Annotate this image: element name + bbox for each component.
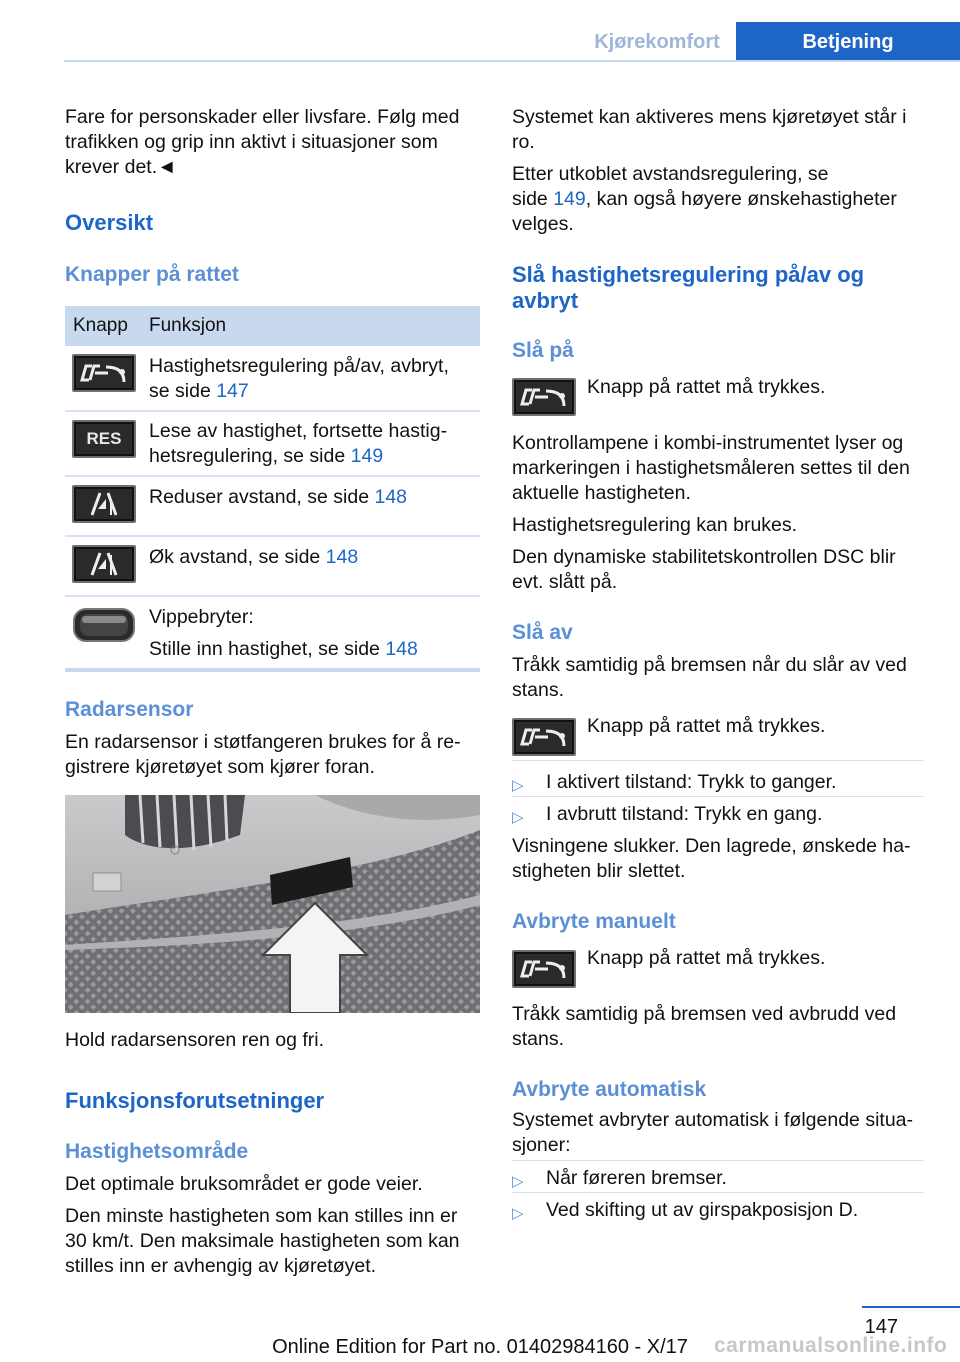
kan-brukes-text: Hastighetsregulering kan brukes.: [512, 514, 798, 536]
warning-line-2: trafikken og grip inn aktivt i situasjoner som: [65, 131, 438, 153]
trakk2-line-2: stans.: [512, 1028, 565, 1050]
visning-line-1: Visningene slukker. Den lagrede, ønskede ha-: [512, 835, 911, 857]
list-divider: [512, 1160, 924, 1161]
table-header: [65, 306, 480, 346]
increase-distance-icon: [72, 545, 136, 583]
cruise-control-icon: [512, 950, 576, 988]
heading-avbryte-automatisk: Avbryte automatisk: [512, 1078, 707, 1101]
warning-line-1: Fare for personskader eller livsfare. Følg med: [65, 106, 460, 128]
list-item: ▷ I avbrutt tilstand: Trykk en gang.: [512, 802, 924, 828]
list-divider: [512, 796, 924, 797]
col-function-header: Funksjon: [149, 315, 227, 336]
trakk-line-1: Tråkk samtidig på bremsen når du slår av ved: [512, 654, 907, 676]
warning-line-3: krever det.◄: [65, 156, 177, 178]
header-rule: [64, 60, 960, 62]
press-text: Knapp på rattet må trykkes.: [587, 376, 826, 398]
trakk2-line-1: Tråkk samtidig på bremsen ved avbrudd ved: [512, 1003, 897, 1025]
header-section: Kjørekomfort: [594, 30, 720, 53]
page-link[interactable]: 149: [350, 445, 384, 467]
row1-line1: Hastighetsregulering på/av, avbryt,: [149, 355, 449, 377]
heading-sla-pa: Slå på: [512, 339, 574, 362]
visning-line-2: stigheten blir slettet.: [512, 860, 686, 882]
aktiveres-line-1: Systemet kan aktiveres mens kjøretøyet står i: [512, 106, 907, 128]
etter-line-3: velges.: [512, 213, 574, 235]
heading-funksjonsforutsetninger: Funksjonsforutsetninger: [65, 1088, 325, 1113]
page-number: 147: [864, 1316, 898, 1338]
radar-line-1: En radarsensor i støtfangeren brukes for å re-: [65, 731, 461, 753]
list-item: ▷ I aktivert tilstand: Trykk to ganger.: [512, 770, 924, 796]
heading-oversikt: Oversikt: [65, 210, 154, 235]
page-number-rule: [862, 1306, 960, 1308]
col-button-header: Knapp: [73, 315, 128, 336]
triangle-bullet-icon: ▷: [512, 1205, 524, 1222]
list-item: ▷ Ved skifting ut av girspakposisjon D.: [512, 1198, 924, 1224]
photo-caption: Hold radarsensoren ren og fri.: [65, 1029, 325, 1051]
kontroll-line-2: markeringen i hastighetsmåleren settes til den: [512, 457, 910, 479]
etter-line-1: Etter utkoblet avstandsregulering, se: [512, 163, 829, 185]
heading-avbryte-manuelt: Avbryte manuelt: [512, 910, 676, 933]
heading-sla-av: Slå av: [512, 621, 573, 644]
row-divider: [65, 595, 480, 597]
list-divider: [512, 1192, 924, 1193]
res-icon: RES: [72, 420, 136, 458]
triangle-bullet-icon: ▷: [512, 1173, 524, 1190]
list-item: ▷ Når føreren bremser.: [512, 1166, 924, 1192]
dsc-line-2: evt. slått på.: [512, 571, 618, 593]
kontroll-line-1: Kontrollampene i kombi-instrumentet lyser og: [512, 432, 904, 454]
minste-line-3: stilles inn er avhengig av kjøretøyet.: [65, 1255, 377, 1277]
header-chapter: Betjening: [736, 22, 960, 62]
omrade-text: Det optimale bruksområdet er gode veier.: [65, 1173, 423, 1195]
watermark: carmanualsonline.info: [714, 1334, 948, 1357]
list-divider: [512, 760, 924, 761]
aktiveres-line-2: ro.: [512, 131, 535, 153]
heading-sla-line-2: avbryt: [512, 288, 579, 313]
page-link[interactable]: 148: [325, 546, 359, 568]
row1-line2: se side 147: [149, 380, 249, 402]
auto-line-2: sjoner:: [512, 1134, 571, 1156]
row-divider: [65, 535, 480, 537]
press-text: Knapp på rattet må trykkes.: [587, 715, 826, 737]
rocker-switch-icon: [72, 606, 136, 644]
heading-knapper: Knapper på rattet: [65, 263, 239, 286]
page-link[interactable]: 147: [216, 380, 249, 402]
cruise-control-icon: [72, 354, 136, 392]
minste-line-2: 30 km/t. Den maksimale hastigheten som kan: [65, 1230, 460, 1252]
trakk-line-2: stans.: [512, 679, 565, 701]
heading-sla-line-1: Slå hastighetsregulering på/av og: [512, 262, 865, 287]
page-link[interactable]: 149: [553, 188, 586, 210]
row-divider: [65, 475, 480, 477]
triangle-bullet-icon: ▷: [512, 809, 524, 826]
auto-line-1: Systemet avbryter automatisk i følgende situa-: [512, 1109, 913, 1131]
heading-radarsensor: Radarsensor: [65, 698, 194, 721]
page-link[interactable]: 148: [374, 486, 408, 508]
triangle-bullet-icon: ▷: [512, 777, 524, 794]
table-end-rule: [65, 668, 480, 672]
cruise-control-icon: [512, 378, 576, 416]
row5-line1: Vippebryter:: [149, 606, 254, 628]
radar-sensor-photo: [65, 795, 480, 1013]
minste-line-1: Den minste hastigheten som kan stilles inn er: [65, 1205, 458, 1227]
etter-line-2: side 149, kan også høyere ønskehastigheter: [512, 188, 897, 210]
row3-line1: Reduser avstand, se side 148: [149, 486, 408, 508]
heading-hastighetsomrade: Hastighetsområde: [65, 1140, 249, 1163]
row4-line1: Øk avstand, se side 148: [149, 546, 359, 568]
cruise-control-icon: [512, 718, 576, 756]
dsc-line-1: Den dynamiske stabilitetskontrollen DSC blir: [512, 546, 896, 568]
edition-footer: Online Edition for Part no. 01402984160 - X/17: [272, 1336, 688, 1358]
radar-line-2: gistrere kjøretøyet som kjører foran.: [65, 756, 375, 778]
reduce-distance-icon: [72, 485, 136, 523]
row2-line1: Lese av hastighet, fortsette hastig-: [149, 420, 448, 442]
row2-line2: hetsregulering, se side 149: [149, 445, 384, 467]
page-link[interactable]: 148: [385, 638, 418, 660]
press-text: Knapp på rattet må trykkes.: [587, 947, 826, 969]
row-divider: [65, 410, 480, 412]
kontroll-line-3: aktuelle hastigheten.: [512, 482, 691, 504]
row5-line2: Stille inn hastighet, se side 148: [149, 638, 418, 660]
